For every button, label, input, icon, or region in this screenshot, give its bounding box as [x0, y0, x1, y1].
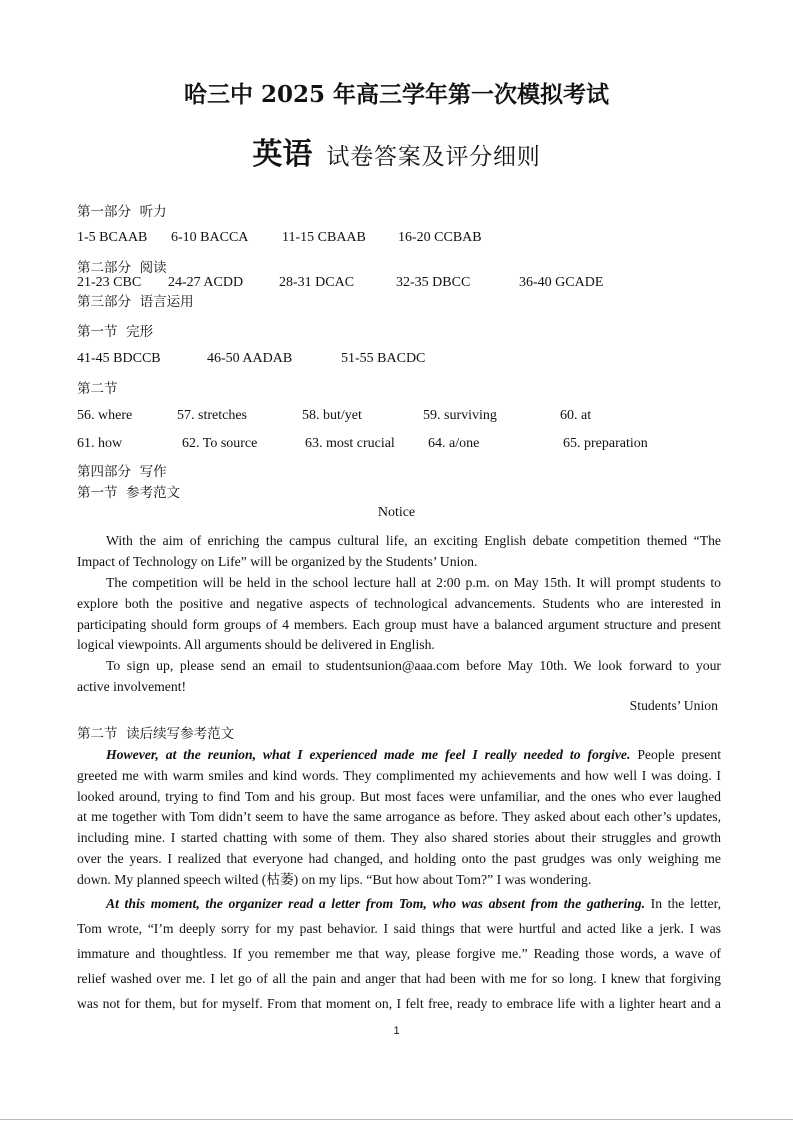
paragraph-text: In the letter,	[650, 896, 721, 911]
continuation-paragraph-1	[77, 745, 721, 891]
paragraph-line: participating should form groups of 4 members. Each group must have a balanced argument structure and present	[77, 616, 721, 632]
grammar-answer: 63. most crucial	[305, 436, 395, 451]
part3-heading: 第三部分 语言运用	[77, 294, 194, 310]
paragraph-line: greeted me with warm smiles and kind words. They complimented my achievements and how well I was doing. I	[77, 767, 721, 783]
continuation-paragraph-2	[77, 891, 721, 1016]
paragraph-line: looked around, trying to find Tom and his group. But most faces were unfamiliar, and the ones who ever laughed	[77, 788, 721, 804]
paragraph-line: over the years. I realized that everyone had changed, and holding onto the past grudges was only weighing me	[77, 850, 721, 866]
paragraph-line: was not for them, but for myself. From that moment on, I felt free, ready to embrace life with a lighter heart and a	[77, 996, 721, 1011]
lead-sentence: At this moment, the organizer read a letter from Tom, who was absent from the gathering.	[106, 896, 646, 911]
cloze-answer-group: 46-50 AADAB	[207, 351, 293, 366]
sample-essay-heading: 第一节 参考范文	[77, 485, 181, 501]
grammar-section-heading: 第二节	[77, 381, 118, 397]
grammar-answer: 61. how	[77, 436, 123, 451]
part2-heading: 第二部分 阅读	[77, 260, 167, 276]
reading-answer-group: 32-35 DBCC	[396, 275, 471, 290]
cloze-section-heading: 第一节 完形	[77, 324, 154, 340]
notice-paragraph-3	[77, 656, 721, 698]
paragraph-line: With the aim of enriching the campus cultural life, an exciting English debate competition themed “The	[106, 533, 721, 548]
subject-name: 英语	[252, 137, 313, 172]
paragraph-line: active involvement!	[77, 678, 187, 694]
listening-answer-group: 11-15 CBAAB	[282, 230, 366, 245]
paragraph-line: relief washed over me. I let go of all the pain and anger that had been with me for so long. I knew that forgiving	[77, 971, 721, 986]
paragraph-text: People present	[637, 747, 721, 762]
listening-answer-group: 16-20 CCBAB	[398, 230, 482, 245]
paragraph-line: Tom wrote, “I’m deeply sorry for my past behavior. I said things that were hurtful and acted like a jerk. I was	[77, 921, 721, 936]
listening-answer-group: 1-5 BCAAB	[77, 230, 148, 245]
cloze-answer-group: 51-55 BACDC	[341, 351, 426, 366]
part1-heading: 第一部分 听力	[77, 204, 167, 220]
paragraph-first-line	[77, 745, 721, 766]
continuation-writing-heading: 第二节 读后续写参考范文	[77, 726, 235, 742]
page-number: 1	[393, 1025, 400, 1037]
grammar-answer: 57. stretches	[177, 408, 247, 423]
part4-heading: 第四部分 写作	[77, 464, 167, 480]
paragraph-line: immature and thoughtless. If you remember me that way, please forgive me.” Reading those words, a wave of	[77, 946, 721, 961]
reading-answer-group: 28-31 DCAC	[279, 275, 355, 290]
reading-answer-group: 36-40 GCADE	[519, 275, 604, 290]
reading-answer-group: 21-23 CBC	[77, 275, 142, 290]
notice-title: Notice	[377, 505, 416, 520]
paragraph-line: at me together with Tom didn’t seem to have the same arrogance as before. They asked about each other’s updates,	[77, 809, 721, 825]
paragraph-line: logical viewpoints. All arguments should be delivered in English.	[77, 637, 435, 653]
page-bottom-divider	[0, 1119, 793, 1120]
listening-answer-group: 6-10 BACCA	[171, 230, 249, 245]
subject-title-line	[0, 136, 793, 178]
notice-signature: Students’ Union	[629, 698, 718, 713]
paragraph-line: explore both the positive and negative aspects of technological advancements. Students who are interested in	[77, 595, 721, 611]
paragraph-first-line	[77, 891, 721, 916]
document-subtitle: 试卷答案及评分细则	[326, 144, 541, 170]
grammar-answer: 65. preparation	[563, 436, 648, 451]
paragraph-line: The competition will be held in the school lecture hall at 2:00 p.m. on May 15th. It will prompt students to	[106, 575, 721, 590]
grammar-answer: 62. To source	[182, 436, 258, 451]
grammar-answer: 60. at	[560, 408, 592, 423]
paragraph-line: Impact of Technology on Life” will be organized by the Students’ Union.	[77, 553, 478, 569]
document-title: 哈三中 2025 年高三学年第一次模拟考试	[183, 81, 610, 108]
lead-sentence: However, at the reunion, what I experienced made me feel I really needed to forgive.	[106, 747, 631, 762]
grammar-answer: 58. but/yet	[302, 408, 362, 423]
reading-answer-group: 24-27 ACDD	[168, 275, 244, 290]
grammar-answer: 59. surviving	[423, 408, 497, 423]
cloze-answer-group: 41-45 BDCCB	[77, 351, 161, 366]
grammar-answer: 56. where	[77, 408, 133, 423]
paragraph-line: including mine. I started chatting with some of them. They also shared stories about their struggles and growth	[77, 830, 721, 846]
grammar-answer: 64. a/one	[428, 436, 480, 451]
notice-paragraph-1	[77, 531, 721, 573]
paragraph-line: To sign up, please send an email to studentsunion@aaa.com before May 10th. We look forward to your	[106, 658, 721, 673]
paragraph-line: down. My planned speech wilted (枯萎) on my lips. “But how about Tom?” I was wondering.	[77, 871, 592, 887]
notice-paragraph-2	[77, 573, 721, 656]
